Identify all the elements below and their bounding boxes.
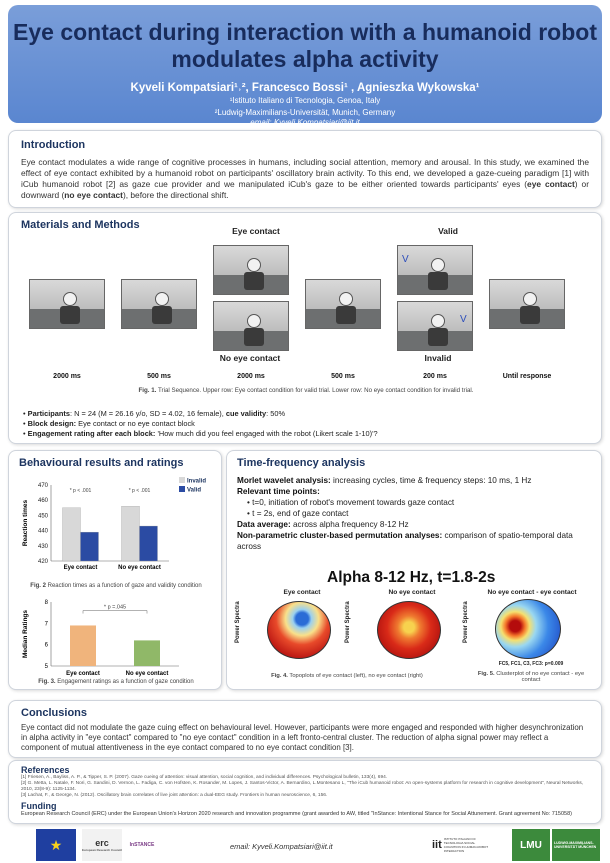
- tf-line-cluster: [237, 530, 591, 552]
- tf-line-average: [237, 519, 591, 530]
- bullet-engagement: • Engagement rating after each block: 'How much did you feel engaged with the robot (Likert scale 1-10)'?: [23, 429, 378, 438]
- block-label: Block design:: [27, 419, 77, 428]
- bullet-participants: • Participants: N = 24 (M = 26.16 y/o, SD = 4.02, 16 female), cue validity: 50%: [23, 409, 286, 418]
- tf-morlet-text: increasing cycles, time & frequency steps: 10 ms, 1 Hz: [330, 476, 532, 485]
- authors: Kyveli Kompatsiari¹˒², Francesco Bossi¹ , Agnieszka Wykowska¹: [130, 82, 480, 94]
- fig5-caption-text: Clusterplot of no eye contact - eye contact: [496, 671, 585, 683]
- engagement-chart: [19, 594, 213, 680]
- fig5-number: Fig. 5.: [477, 671, 495, 677]
- erc-logo-subtext: European Research Council: [82, 848, 123, 852]
- conclusions-title: Conclusions: [21, 707, 88, 719]
- intro-text-1: Eye contact modulates a wide range of cognitive processes in humans, including social attention, memory and arousal. In this study, we examined the effect of eye contact exhibited by a humanoid robot on participants' oscillatory brain activity. To this end, we developed a gaze-cueing paradigm [1] with iCub humanoid robot [2] as gaze cue provider and we manipulated iCub's gaze to be either oriented towards participants' eyes (: [21, 157, 589, 189]
- bar-invalid: [63, 508, 81, 561]
- x-tick-label: No eye contact: [118, 565, 161, 571]
- trial-frame-gaze-center: [305, 279, 381, 329]
- time-frequency-title: Time-frequency analysis: [237, 457, 366, 469]
- cue-label: cue validity: [225, 409, 267, 418]
- methods-bullets: [23, 409, 378, 439]
- funding-title: Funding: [21, 801, 57, 811]
- title-line-1: Eye contact during interaction with a humanoid robot: [13, 19, 597, 45]
- poster-title: [8, 19, 602, 73]
- engagement-label: Engagement rating after each block:: [27, 429, 156, 438]
- introduction-text: [21, 157, 589, 201]
- instance-logo: InSTANCE: [129, 842, 155, 848]
- trial-frame-no-eye-contact: [213, 301, 289, 351]
- topo-label-eye-contact: Eye contact: [283, 589, 321, 596]
- legend-swatch: [179, 486, 185, 492]
- cue-text: : 50%: [266, 409, 286, 418]
- fig1-caption-text: Trial Sequence. Upper row: Eye contact condition for valid trial. Lower row: No eye contact condition for invalid trial.: [158, 387, 474, 394]
- fig3-number: Fig. 3.: [38, 679, 56, 685]
- methods-title: Materials and Methods: [21, 219, 140, 231]
- power-spectra-label-3: Power Spectra: [463, 601, 469, 643]
- fig5-caption: [471, 671, 591, 683]
- affiliation-1: ¹Istituto Italiano di Tecnologia, Genoa, Italy: [229, 96, 381, 105]
- tf-timepoints-label: Relevant time points:: [237, 487, 320, 496]
- y-axis-label: Median Ratings: [22, 609, 29, 659]
- time-frequency-section: [226, 450, 602, 690]
- introduction-title: Introduction: [21, 139, 86, 151]
- tf-cluster-text: comparison of spatio-temporal data across: [237, 531, 573, 551]
- tf-average-label: Data average:: [237, 520, 291, 529]
- participants-label: Participants: [27, 409, 70, 418]
- significance-bracket: [83, 611, 147, 614]
- trial-frame-robot-down: [121, 279, 197, 329]
- trial-frame-response: [489, 279, 565, 329]
- references-section: [8, 760, 602, 824]
- reference-1: [1] Friesen, A., Bayliss, A. P., & Tipper, S. P. (2007). Gaze cueing of attention: visual attention, social cognition, and individual differences. Psychological bulletin, 133(4), 694.: [21, 775, 388, 780]
- bullet-block: • Block design: Eye contact or no eye contact block: [23, 419, 195, 428]
- topoplot-no-eye-contact: [377, 601, 441, 659]
- y-tick-label: 420: [37, 559, 48, 565]
- erc-logo: [82, 829, 122, 861]
- fig2-caption: [19, 583, 213, 589]
- reference-2: [2] G. Metta, L. Natale, F. Nori, G. Sandini, D. Vernon, L. Fadiga, C. von Hofsten, K. Rosander, M. Lopes, J. Santos-Victor, A. Bernardino, L.Montesano L, "The iCub humanoid robot: An open-systems platform for research in cognitive development", Neural Networks, 2010, 23(8-9): 1125-1134.: [21, 781, 584, 792]
- behavioural-section: [8, 450, 222, 690]
- y-tick-label: 6: [44, 642, 48, 649]
- tf-bullet-1-text: t=0, initiation of robot's movement towards gaze contact: [252, 498, 455, 507]
- funding-text: European Research Council (ERC) under the European Union's Horizon 2020 research and innovation programme (grant awarded to AW, titled "InStance: Intentional Stance for Social Attunement. Grant agreement No: 715058): [21, 811, 572, 817]
- label-eye-contact: Eye contact: [232, 226, 280, 236]
- topo-label-no-eye-contact: No eye contact: [388, 589, 436, 596]
- fig1-number: Fig. 1.: [138, 387, 157, 394]
- time-frequency-text: [237, 475, 591, 552]
- trial-frame-fixation: [29, 279, 105, 329]
- intro-bold-1: eye contact: [527, 179, 575, 189]
- conclusions-section: [8, 700, 602, 758]
- participants-text: : N = 24 (M = 26.16 y/o, SD = 4.02, 16 female),: [69, 409, 226, 418]
- significance-annotation: * p =.045: [103, 604, 127, 611]
- methods-section: [8, 212, 602, 444]
- y-tick-label: 430: [37, 543, 48, 550]
- label-valid: Valid: [438, 226, 458, 236]
- iit-logo: [432, 831, 490, 859]
- topoplot-eye-contact: [267, 601, 331, 659]
- target-v-icon: V: [460, 314, 467, 325]
- bar-eye-contact: [70, 625, 96, 666]
- tf-bullet-1: • t=0, initiation of robot's movement towards gaze contact: [247, 498, 455, 507]
- y-axis-label: Reaction times: [22, 499, 29, 547]
- significance-annotation: * p < .001: [128, 488, 151, 494]
- poster-header: [8, 5, 602, 127]
- power-spectra-label-2: Power Spectra: [345, 601, 351, 643]
- iit-logo-subtext: ISTITUTO ITALIANO DI TECNOLOGIA SOCIAL COGNITION IN HUMAN-ROBOT INTERACTION: [443, 837, 489, 853]
- tf-bullet-2: • t = 2s, end of gaze contact: [247, 509, 349, 518]
- introduction-section: [8, 130, 602, 208]
- label-invalid: Invalid: [424, 353, 452, 363]
- bar-valid: [81, 532, 99, 561]
- fig2-caption-text: Reaction times as a function of gaze and validity condition: [47, 583, 202, 589]
- x-tick-label: No eye contact: [125, 671, 169, 677]
- tf-average-text: across alpha frequency 8-12 Hz: [290, 520, 409, 529]
- bar-valid: [140, 526, 158, 561]
- lmu-logo: LMU: [512, 829, 550, 861]
- fig4-caption: [247, 673, 447, 679]
- power-spectra-label-1: Power Spectra: [235, 601, 241, 643]
- fig3-caption-text: Engagement ratings as a function of gaze condition: [57, 679, 194, 685]
- block-text: Eye contact or no eye contact block: [76, 419, 195, 428]
- tf-line-timepoints: [237, 486, 591, 497]
- footer: [0, 827, 610, 863]
- y-tick-label: 7: [44, 621, 48, 628]
- x-tick-label: Eye contact: [63, 565, 98, 571]
- bar-no-eye-contact: [134, 640, 160, 666]
- y-tick-label: 450: [37, 513, 48, 520]
- time-label-4: 500 ms: [331, 373, 355, 380]
- bar-invalid: [122, 506, 140, 561]
- significance-annotation: * p < .001: [69, 488, 92, 494]
- iit-logo-text: iit: [432, 839, 442, 851]
- y-tick-label: 440: [37, 528, 48, 535]
- fig2-number: Fig. 2: [30, 583, 46, 589]
- conclusions-text: Eye contact did not modulate the gaze cuing effect on behavioural level. However, participants were more engaged and responded with higher desynchronization in alpha activity in "eye contact" compared to "no eye contact" condition in a left fronto-central cluster. The reduction of alpha signal power may reflect a component of mutual attentiveness in the eye contact compared to no eye contact condition [3].: [21, 723, 584, 752]
- time-label-2: 500 ms: [147, 373, 171, 380]
- x-tick-label: Eye contact: [66, 671, 100, 677]
- intro-text-3: ), before the directional shift.: [122, 190, 229, 200]
- y-tick-label: 460: [37, 498, 48, 505]
- erc-logo-text: erc: [95, 838, 109, 848]
- y-tick-label: 470: [37, 483, 48, 489]
- label-no-eye-contact: No eye contact: [219, 353, 281, 363]
- tf-line-morlet: [237, 475, 591, 486]
- fig3-caption: [19, 679, 213, 685]
- alpha-band-heading: Alpha 8-12 Hz, t=1.8-2s: [327, 569, 496, 586]
- trial-frame-valid: [397, 245, 473, 295]
- legend-label: Invalid: [187, 478, 207, 485]
- time-label-6: Until response: [502, 373, 552, 380]
- reference-3: [3] Lachat, F., & George, N. (2012). Oscillatory brain correlates of live joint attention: a dual-EEG study. Frontiers in human neuroscience, 6, 156.: [21, 793, 328, 798]
- cluster-electrodes-note: FC5, FC1, C3, FC3: p=0.009: [498, 661, 564, 667]
- trial-frame-eye-contact: [213, 245, 289, 295]
- title-line-2: modulates alpha activity: [171, 46, 439, 72]
- engagement-text: 'How much did you feel engaged with the robot (Likert scale 1-10)'?: [155, 429, 378, 438]
- tf-bullet-2-text: t = 2s, end of gaze contact: [252, 509, 349, 518]
- fig4-caption-text: Topoplots of eye contact (left), no eye contact (right): [289, 673, 423, 679]
- fig4-number: Fig. 4.: [271, 673, 288, 679]
- header-email: email: Kyveli.Kompatsiari@iit.it: [250, 118, 360, 127]
- y-tick-label: 8: [44, 600, 48, 606]
- eu-flag-logo: ★: [36, 829, 76, 861]
- tf-cluster-label: Non-parametric cluster-based permutation analyses:: [237, 531, 443, 540]
- legend-swatch: [179, 477, 185, 483]
- reaction-time-chart: [19, 475, 213, 583]
- time-label-5: 200 ms: [423, 373, 447, 380]
- y-tick-label: 5: [44, 664, 48, 670]
- fig1-caption: [21, 387, 591, 394]
- affiliation-2: ²Ludwig-Maximilians-Universität, Munich, Germany: [214, 108, 396, 117]
- target-v-icon: V: [402, 254, 409, 265]
- time-label-3: 2000 ms: [237, 373, 265, 380]
- lmu-text-logo: LUDWIG-MAXIMILIANS-UNIVERSITÄT MÜNCHEN: [552, 829, 600, 861]
- intro-bold-2: no eye contact: [64, 190, 123, 200]
- clusterplot-difference: [495, 599, 561, 659]
- behavioural-title: Behavioural results and ratings: [19, 457, 184, 469]
- trial-frame-invalid: [397, 301, 473, 351]
- topo-label-difference: No eye contact - eye contact: [487, 589, 577, 596]
- references-title: References: [21, 765, 70, 775]
- tf-morlet-label: Morlet wavelet analysis:: [237, 476, 331, 485]
- footer-email: email: Kyveli.Kompatsiari@iit.it: [230, 842, 333, 851]
- legend-label: Valid: [187, 487, 202, 494]
- time-label-1: 2000 ms: [53, 373, 81, 380]
- intro-text-2: ) or downward (: [21, 179, 589, 200]
